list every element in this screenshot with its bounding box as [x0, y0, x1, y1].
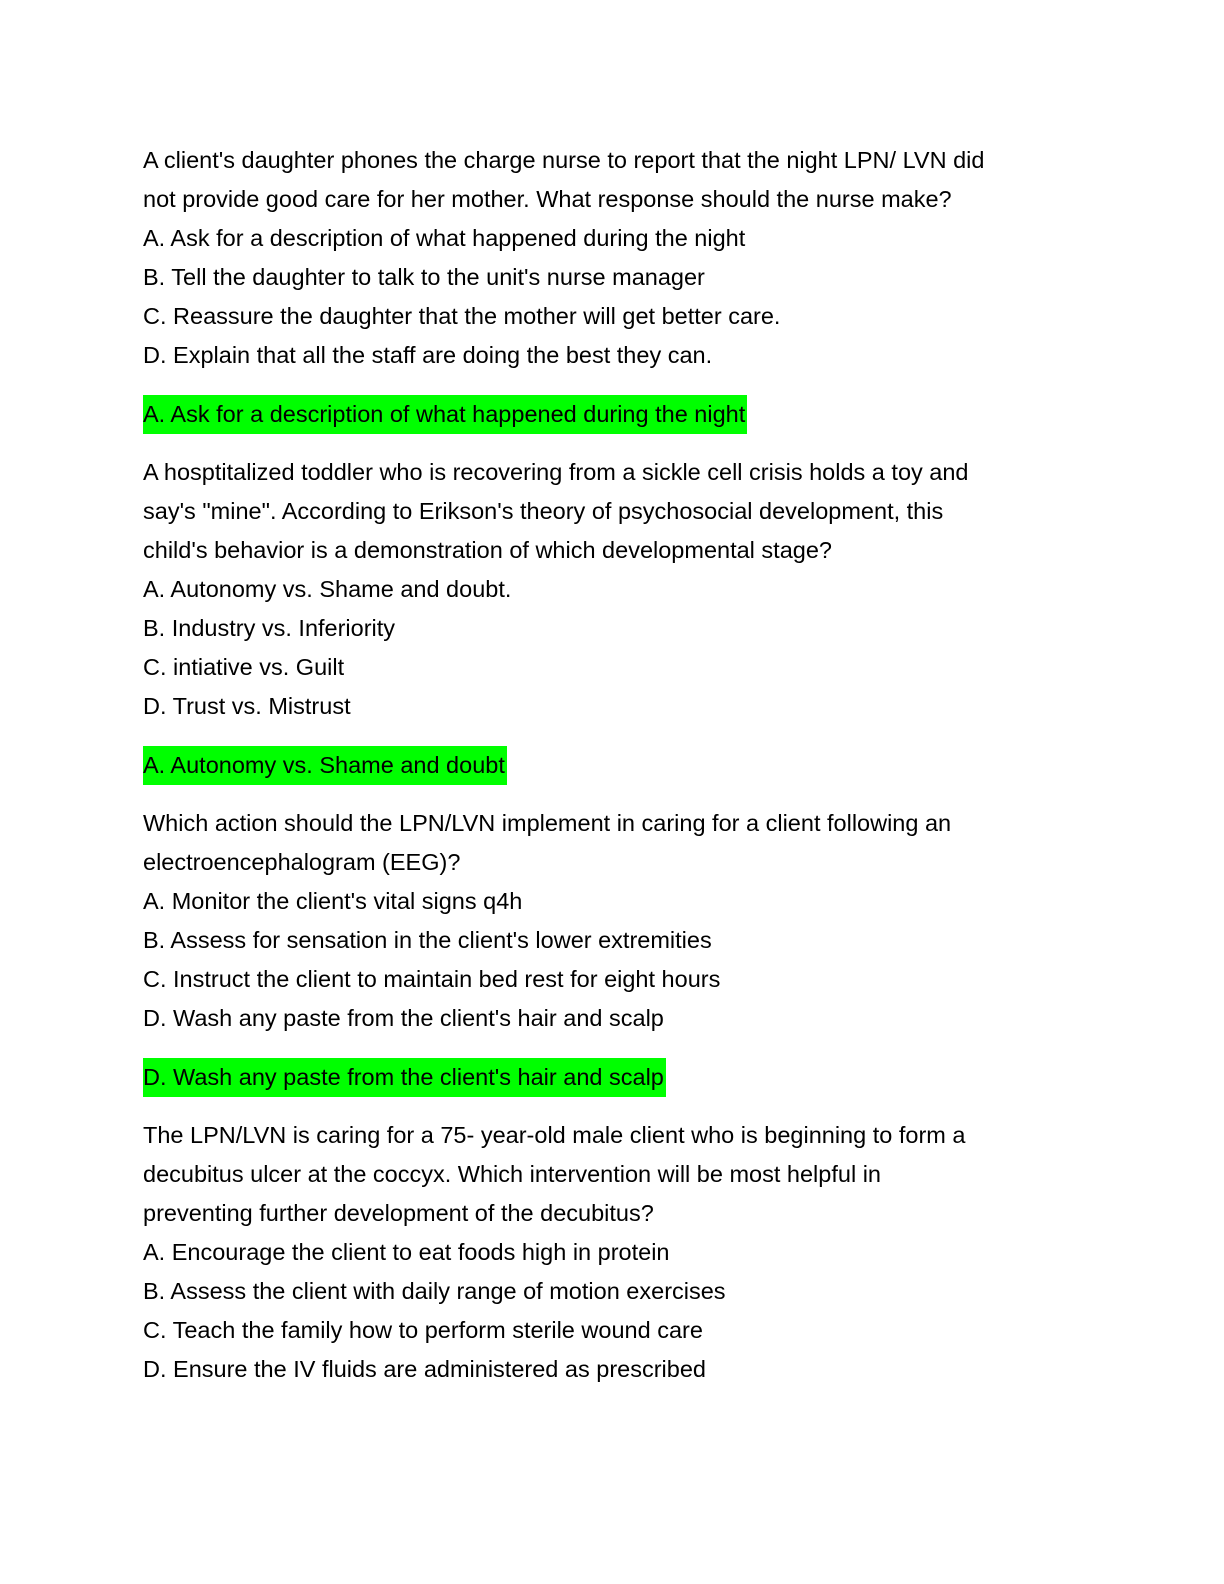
- answer-3: [143, 1058, 1083, 1097]
- question-stem-line: electroencephalogram (EEG)?: [143, 849, 461, 875]
- option-b: B. Assess the client with daily range of motion exercises: [143, 1278, 726, 1304]
- option-b: B. Industry vs. Inferiority: [143, 615, 396, 641]
- option-d: D. Wash any paste from the client's hair and scalp: [143, 1005, 664, 1031]
- question-stem-line: not provide good care for her mother. What response should the nurse make?: [143, 186, 952, 212]
- option-d: D. Explain that all the staff are doing the best they can.: [143, 342, 713, 368]
- option-b: B. Assess for sensation in the client's lower extremities: [143, 927, 712, 953]
- question-stem-line: preventing further development of the decubitus?: [143, 1200, 654, 1226]
- question-2: [143, 453, 1083, 726]
- option-b: B. Tell the daughter to talk to the unit's nurse manager: [143, 264, 705, 290]
- option-c: C. intiative vs. Guilt: [143, 654, 345, 680]
- question-stem-line: Which action should the LPN/LVN implement in caring for a client following an: [143, 810, 952, 836]
- question-stem-line: The LPN/LVN is caring for a 75- year-old male client who is beginning to form a: [143, 1122, 966, 1148]
- document-content: [143, 141, 1083, 1389]
- answer-1: [143, 395, 1083, 434]
- highlighted-answer: A. Autonomy vs. Shame and doubt: [143, 746, 507, 785]
- option-c: C. Teach the family how to perform sterile wound care: [143, 1317, 703, 1343]
- option-d: D. Trust vs. Mistrust: [143, 693, 351, 719]
- option-a: A. Ask for a description of what happened during the night: [143, 225, 746, 251]
- question-stem-line: child's behavior is a demonstration of which developmental stage?: [143, 537, 832, 563]
- question-4: [143, 1116, 1083, 1389]
- option-a: A. Autonomy vs. Shame and doubt.: [143, 576, 512, 602]
- question-1: [143, 141, 1083, 375]
- highlighted-answer: A. Ask for a description of what happened during the night: [143, 395, 747, 434]
- answer-2: [143, 746, 1083, 785]
- option-a: A. Encourage the client to eat foods high in protein: [143, 1239, 670, 1265]
- question-stem-line: decubitus ulcer at the coccyx. Which intervention will be most helpful in: [143, 1161, 881, 1187]
- option-a: A. Monitor the client's vital signs q4h: [143, 888, 523, 914]
- question-stem-line: A client's daughter phones the charge nurse to report that the night LPN/ LVN did: [143, 147, 985, 173]
- question-3: [143, 804, 1083, 1038]
- question-stem-line: A hosptitalized toddler who is recovering from a sickle cell crisis holds a toy and: [143, 459, 969, 485]
- question-stem-line: say's "mine". According to Erikson's theory of psychosocial development, this: [143, 498, 944, 524]
- option-c: C. Reassure the daughter that the mother will get better care.: [143, 303, 781, 329]
- option-d: D. Ensure the IV fluids are administered as prescribed: [143, 1356, 706, 1382]
- highlighted-answer: D. Wash any paste from the client's hair and scalp: [143, 1058, 666, 1097]
- option-c: C. Instruct the client to maintain bed rest for eight hours: [143, 966, 721, 992]
